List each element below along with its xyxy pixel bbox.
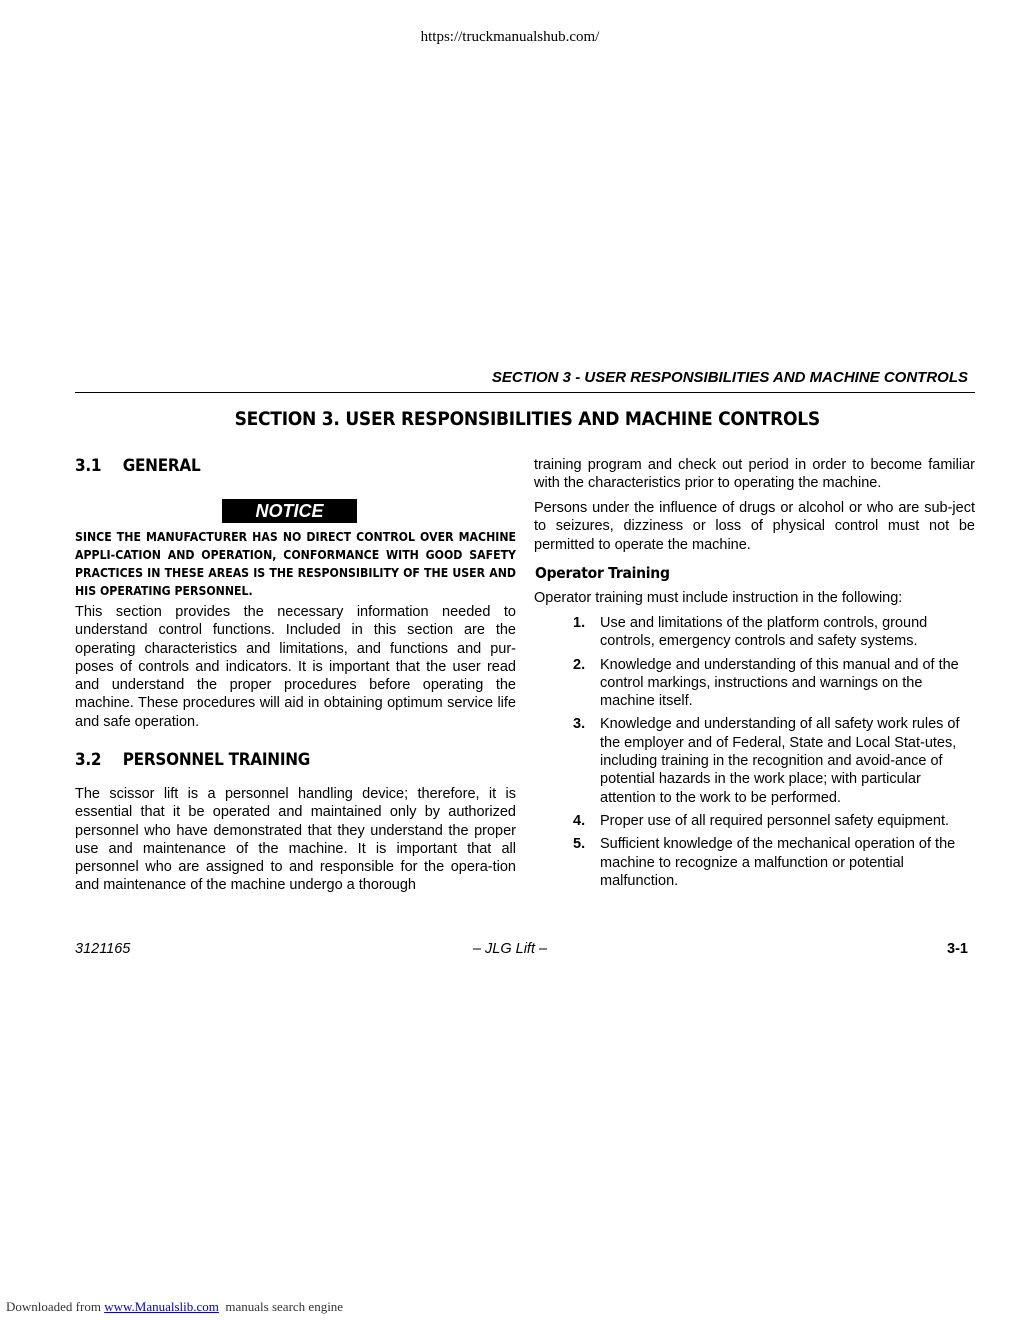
list-item-text: Knowledge and understanding of this manual and of the control markings, instructions and warnings on the machine itself. <box>600 656 959 710</box>
notice-text: SINCE THE MANUFACTURER HAS NO DIRECT CONTROL OVER MACHINE APPLI-CATION AND OPERATION, CONFORMANCE WITH GOOD SAFETY PRACTICES IN THESE AREAS IS THE RESPONSIBILITY OF THE USER AND HIS OPERATING PERSONNEL. <box>75 530 516 598</box>
download-prefix: Downloaded from <box>6 1299 105 1314</box>
page-title: SECTION 3. USER RESPONSIBILITIES AND MACHINE CONTROLS <box>234 408 820 430</box>
list-item-number: 2. <box>573 656 586 673</box>
header-rule <box>75 392 975 393</box>
list-item-number: 1. <box>573 615 586 631</box>
list-item <box>560 614 980 651</box>
section-number: 3.1 <box>75 456 102 476</box>
list-item-text: Knowledge and understanding of all safety work rules of the employer and of Federal, State and Local Stat-utes, including training in the recognition and avoid-ance of potential hazards in the work place; with particular attention to the work to be performed. <box>600 716 960 806</box>
footer-brand: – JLG Lift – <box>472 941 548 957</box>
list-item-number: 3. <box>573 716 586 733</box>
list-item <box>560 835 980 890</box>
list-item <box>560 656 980 711</box>
section-title: GENERAL <box>122 456 201 476</box>
footer-doc-number: 3121165 <box>75 941 131 957</box>
section-number: 3.2 <box>75 750 102 770</box>
list-item-text: Use and limitations of the platform controls, ground controls, emergency controls and safety systems. <box>600 615 928 650</box>
operator-training-intro: Operator training must include instruction in the following: <box>534 590 903 606</box>
manualslib-link[interactable]: www.Manualslib.com <box>104 1299 219 1314</box>
list-item-number: 4. <box>573 812 586 829</box>
footer-page-number: 3-1 <box>947 941 968 957</box>
section-heading-general <box>75 456 200 476</box>
list-item <box>560 812 980 830</box>
general-paragraph: This section provides the necessary information needed to understand control functions. Included in this section are the operating characteristics and limitations, and functions and pur-poses of controls and indicators. It is important that the user read and understand the proper procedures before operating the machine. These procedures will aid in obtaining optimum service life and safe operation. <box>75 604 516 730</box>
training-paragraph: The scissor lift is a personnel handling device; therefore, it is essential that it be operated and maintained only by authorized personnel who have demonstrated that they understand the proper use and maintenance of the machine. It is important that all personnel who are assigned to and responsible for the opera-tion and maintenance of the machine undergo a thorough <box>75 786 516 894</box>
list-item-text: Sufficient knowledge of the mechanical operation of the machine to recognize a malfunction or potential malfunction. <box>600 836 956 889</box>
list-item <box>560 715 980 806</box>
section-heading-training <box>75 750 310 770</box>
operator-training-heading: Operator Training <box>535 564 670 582</box>
section-title: PERSONNEL TRAINING <box>122 750 311 770</box>
list-item-number: 5. <box>573 836 586 853</box>
running-header: SECTION 3 - USER RESPONSIBILITIES AND MACHINE CONTROLS <box>491 369 968 386</box>
training-paragraph-continued: training program and check out period in order to become familiar with the characteristics prior to operating the machine. <box>534 457 975 492</box>
list-item-text: Proper use of all required personnel safety equipment. <box>600 812 950 829</box>
operator-training-list <box>560 614 980 895</box>
notice-label: NOTICE <box>222 499 357 523</box>
source-url[interactable]: https://truckmanualshub.com/ <box>420 29 600 45</box>
download-suffix: manuals search engine <box>218 1299 344 1314</box>
influence-paragraph: Persons under the influence of drugs or alcohol or who are sub-ject to seizures, dizziness or loss of physical control must not be permitted to operate the machine. <box>534 500 975 553</box>
download-attribution <box>6 1299 343 1315</box>
